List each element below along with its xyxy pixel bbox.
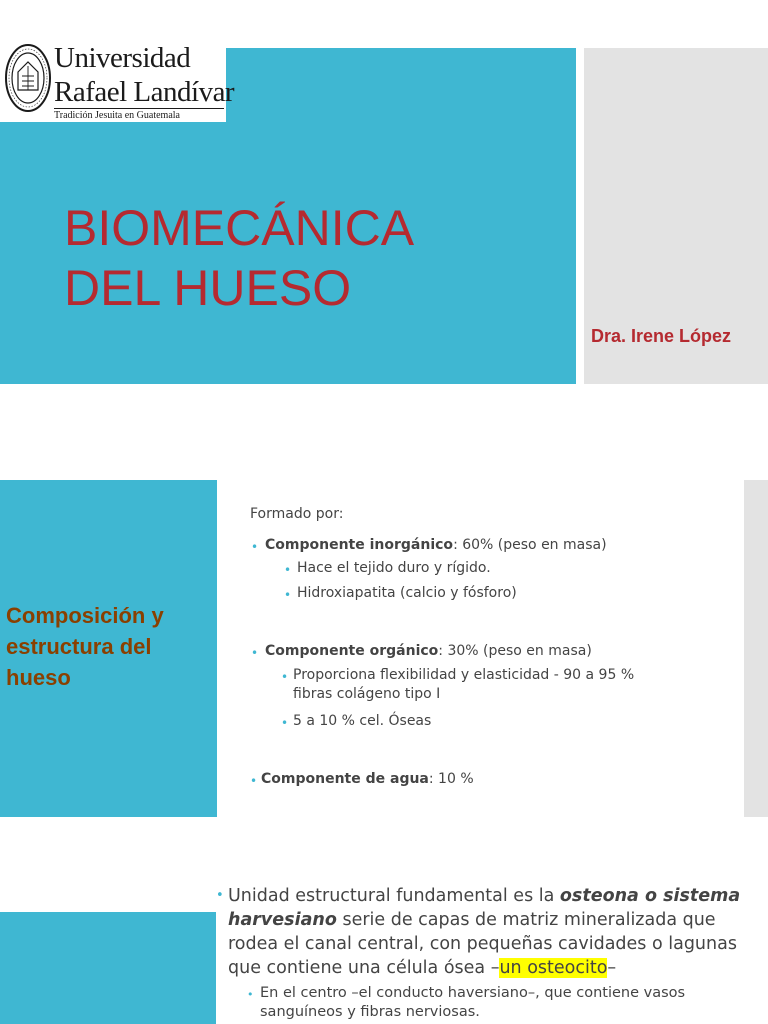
bullet-icon: •: [250, 774, 258, 788]
inorganic-label: Componente inorgánico: [265, 537, 454, 553]
organic-label: Componente orgánico: [265, 643, 439, 659]
university-tagline: Tradición Jesuita en Guatemala: [54, 110, 180, 121]
bullet-icon: •: [281, 670, 289, 684]
water-label: Componente de agua: [261, 771, 429, 787]
bullet-icon: •: [247, 988, 254, 1001]
university-name-line1: Universidad: [54, 42, 191, 74]
paragraph-line1: [228, 886, 740, 906]
bullet-icon: •: [251, 540, 259, 554]
section-title: Composición y estructura del hueso: [6, 603, 164, 690]
intro-text: Formado por:: [250, 506, 344, 522]
organic-value: : 30% (peso en masa): [438, 643, 592, 659]
bullet-icon: •: [284, 588, 292, 602]
paragraph-text: serie de capas de matriz mineralizada que: [336, 910, 716, 930]
bullet-icon: •: [281, 716, 289, 730]
paragraph-text: Unidad estructural fundamental es la: [228, 886, 560, 906]
inorganic-sub-item: Hace el tejido duro y rígido.: [297, 560, 491, 576]
bullet-icon: •: [251, 646, 259, 660]
bullet-icon: •: [216, 888, 224, 903]
author-name: Dra. Irene López: [591, 326, 732, 346]
paragraph-text: –: [607, 958, 617, 978]
university-name-line2: Rafael Landívar: [54, 76, 235, 108]
organic-sub-item-line2: fibras colágeno tipo I: [293, 686, 441, 702]
inorganic-sub-item: Hidroxiapatita (calcio y fósforo): [297, 585, 517, 601]
paragraph-line2: [228, 910, 716, 930]
title-line2: DEL HUESO: [64, 260, 352, 316]
sub-item-line2: sanguíneos y fibras nerviosas.: [260, 1004, 480, 1020]
water-value: : 10 %: [428, 771, 474, 787]
inorganic-value: : 60% (peso en masa): [453, 537, 607, 553]
bullet-icon: •: [284, 563, 292, 577]
paragraph-line3: rodea el canal central, con pequeñas cavidades o lagunas: [228, 934, 737, 954]
sub-item-line1: En el centro –el conducto haversiano–, que contiene vasos: [260, 985, 686, 1001]
harvesiano-term: harvesiano: [228, 910, 337, 930]
title-line1: BIOMECÁNICA: [64, 200, 415, 256]
paragraph-line4: [228, 958, 616, 978]
osteona-term: osteona o sistema: [559, 886, 741, 906]
organic-sub-item: 5 a 10 % cel. Óseas: [293, 713, 432, 729]
organic-sub-item-line1: Proporciona flexibilidad y elasticidad - 90 a 95 %: [293, 667, 635, 683]
paragraph-text: que contiene una célula ósea –: [228, 958, 500, 978]
highlighted-term: un osteocito: [499, 958, 608, 978]
